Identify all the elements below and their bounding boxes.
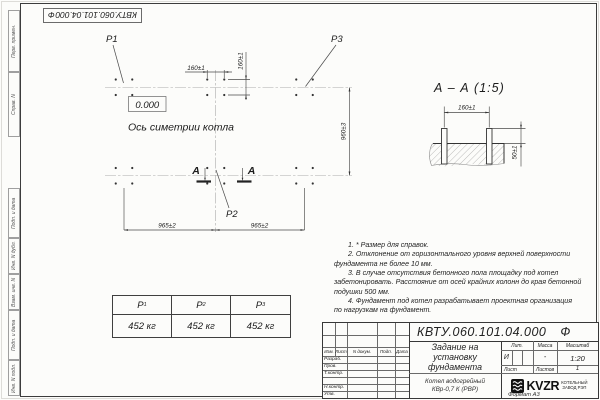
document-title-line: фундамента (427, 362, 483, 372)
dim-label-section-160: 160±1 (458, 104, 476, 112)
scale-label: Масштаб (565, 343, 590, 349)
sheets-label: Листов (535, 366, 555, 373)
col-izm: Изм. (324, 348, 334, 354)
load-point-p3: P3 (331, 34, 343, 45)
load-point-p1: P1 (106, 34, 118, 45)
row-tkontr: Т.контр. (324, 371, 344, 376)
note-line: 3. В случае отсутствия бетонного пола площадку под котел (348, 269, 559, 278)
side-label: Инв. N дубл. (11, 241, 17, 271)
kvzr-logo-icon (511, 379, 524, 393)
load-table-header-p3 (231, 296, 290, 315)
dim-label-960: 960±3 (340, 122, 348, 141)
format-note: Формат А3 (508, 392, 540, 398)
technical-notes (334, 241, 598, 316)
col-list: Лист (335, 348, 347, 354)
dimension-bottom (124, 188, 305, 231)
title-block-line (323, 391, 409, 392)
side-label: Подп. и дата (11, 197, 17, 229)
side-label: Инв. N подл. (11, 363, 17, 393)
note-line: подушки 500 мм. (334, 287, 390, 296)
title-block-line (501, 350, 598, 351)
load-sub: 1 (143, 302, 147, 308)
dim-label-965-right: 965±2 (250, 222, 269, 230)
load-table-value-p1: 452 кг (113, 315, 172, 337)
side-box-sprav-n (8, 72, 20, 137)
load-table (112, 295, 291, 338)
foundation-block (429, 144, 504, 167)
dimension-right-960 (341, 88, 351, 176)
note-line: 1. * Размер для справок. (348, 241, 429, 249)
side-box-inv-podl (8, 360, 20, 396)
dim-label-section-50: 50±1 (511, 145, 519, 160)
dimension-section-160 (444, 105, 489, 128)
rotated-designation-code: Ф (48, 10, 55, 21)
mass-value: - (543, 353, 547, 361)
load-table-header-p1 (113, 296, 172, 315)
side-box-vzam-inv (8, 274, 20, 310)
side-box-perv-primen (8, 10, 20, 72)
load-table-value-p3: 452 кг (246, 320, 275, 332)
col-data: Дата (396, 348, 408, 354)
dim-label-160h: 160±1 (187, 64, 205, 72)
note-line: забетонировать. Расстояние от осей крайних колонн до края бетонной (334, 278, 582, 287)
title-block-line (512, 350, 513, 365)
note-line: по нагрузкам на фундамент. (334, 306, 432, 315)
dimension-top-160h (185, 65, 232, 78)
dimension-top-160v (228, 52, 250, 100)
load-symbol: P (255, 299, 263, 311)
elevation-mark (129, 97, 167, 112)
sheets-value: 1 (575, 366, 580, 372)
title-block-line (522, 350, 523, 365)
dim-label-965-left: 965±2 (158, 222, 176, 230)
company-name-line: ЗАВОД РЭП (562, 384, 587, 390)
load-table-header-p2 (172, 296, 231, 315)
row-utv: Утв. (324, 392, 335, 397)
load-point-p2: P2 (226, 209, 238, 220)
section-view-title: А – А (1:5) (434, 81, 505, 95)
col-ndokum: N докум. (352, 348, 372, 354)
load-table-value-p2: 452 кг (172, 315, 231, 337)
side-label: Перв. примен. (11, 24, 17, 58)
row-nkontr: Н.контр. (324, 385, 345, 390)
scale-value: 1:20 (570, 353, 585, 363)
note-line: 4. Фундамент под котел разрабатывает проектная организация (348, 297, 573, 306)
note-line: фундамента не более 10 мм. (334, 259, 433, 268)
load-symbol: P (196, 299, 203, 311)
company-name-line: КОТЕЛЬНЫЙ (561, 379, 588, 385)
side-label: Взам. инв. N (11, 277, 17, 307)
title-block-line (323, 377, 409, 378)
load-symbol: P (137, 299, 144, 311)
kvzr-logo-text: KVZR (526, 378, 560, 393)
note-line: 2. Отклонение от горизонтального уровня верхней поверхности (348, 250, 571, 259)
dim-label-160v: 160±1 (237, 52, 245, 70)
side-label: Справ. N (11, 94, 17, 115)
rotated-designation-box (43, 8, 142, 23)
document-title-line: установку (433, 352, 477, 362)
section-view (398, 72, 563, 174)
lit-label: Лит. (511, 343, 523, 349)
section-letter-right: А (247, 165, 256, 177)
elevation-value: 0.000 (135, 99, 160, 111)
section-letter-left: А (192, 165, 200, 177)
title-block-line (323, 335, 409, 336)
mass-label: Масса (537, 343, 553, 349)
document-title-line: Задание на (431, 342, 479, 352)
section-cut-marks (191, 165, 255, 182)
side-label: Подп. и дата (11, 319, 17, 351)
side-box-inv-dubl (8, 238, 20, 274)
document-designation-code: Ф (560, 325, 571, 339)
col-podp: Подп. (380, 348, 392, 354)
side-box-podp-data-2 (8, 310, 20, 360)
load-sub: 2 (202, 302, 206, 308)
product-name-line: Котел водогрейный (425, 378, 485, 385)
axis-of-symmetry-label: Ось симетрии котла (128, 121, 235, 134)
side-box-podp-data-1 (8, 188, 20, 238)
lit-value: И (503, 353, 509, 361)
row-razrab: Разраб. (324, 357, 342, 362)
product-name-line: КВр-0,7 К (РВР) (431, 385, 479, 393)
load-sub: 3 (262, 302, 266, 308)
center-lines (105, 70, 352, 232)
sheet-label: Лист (504, 366, 517, 373)
rotated-designation-number: КВТУ.060.101.04.000 (55, 10, 137, 21)
document-designation: КВТУ.060.101.04.000 (417, 325, 547, 339)
plan-view (88, 25, 368, 237)
row-prov: Пров. (324, 364, 337, 369)
title-block (322, 322, 599, 399)
